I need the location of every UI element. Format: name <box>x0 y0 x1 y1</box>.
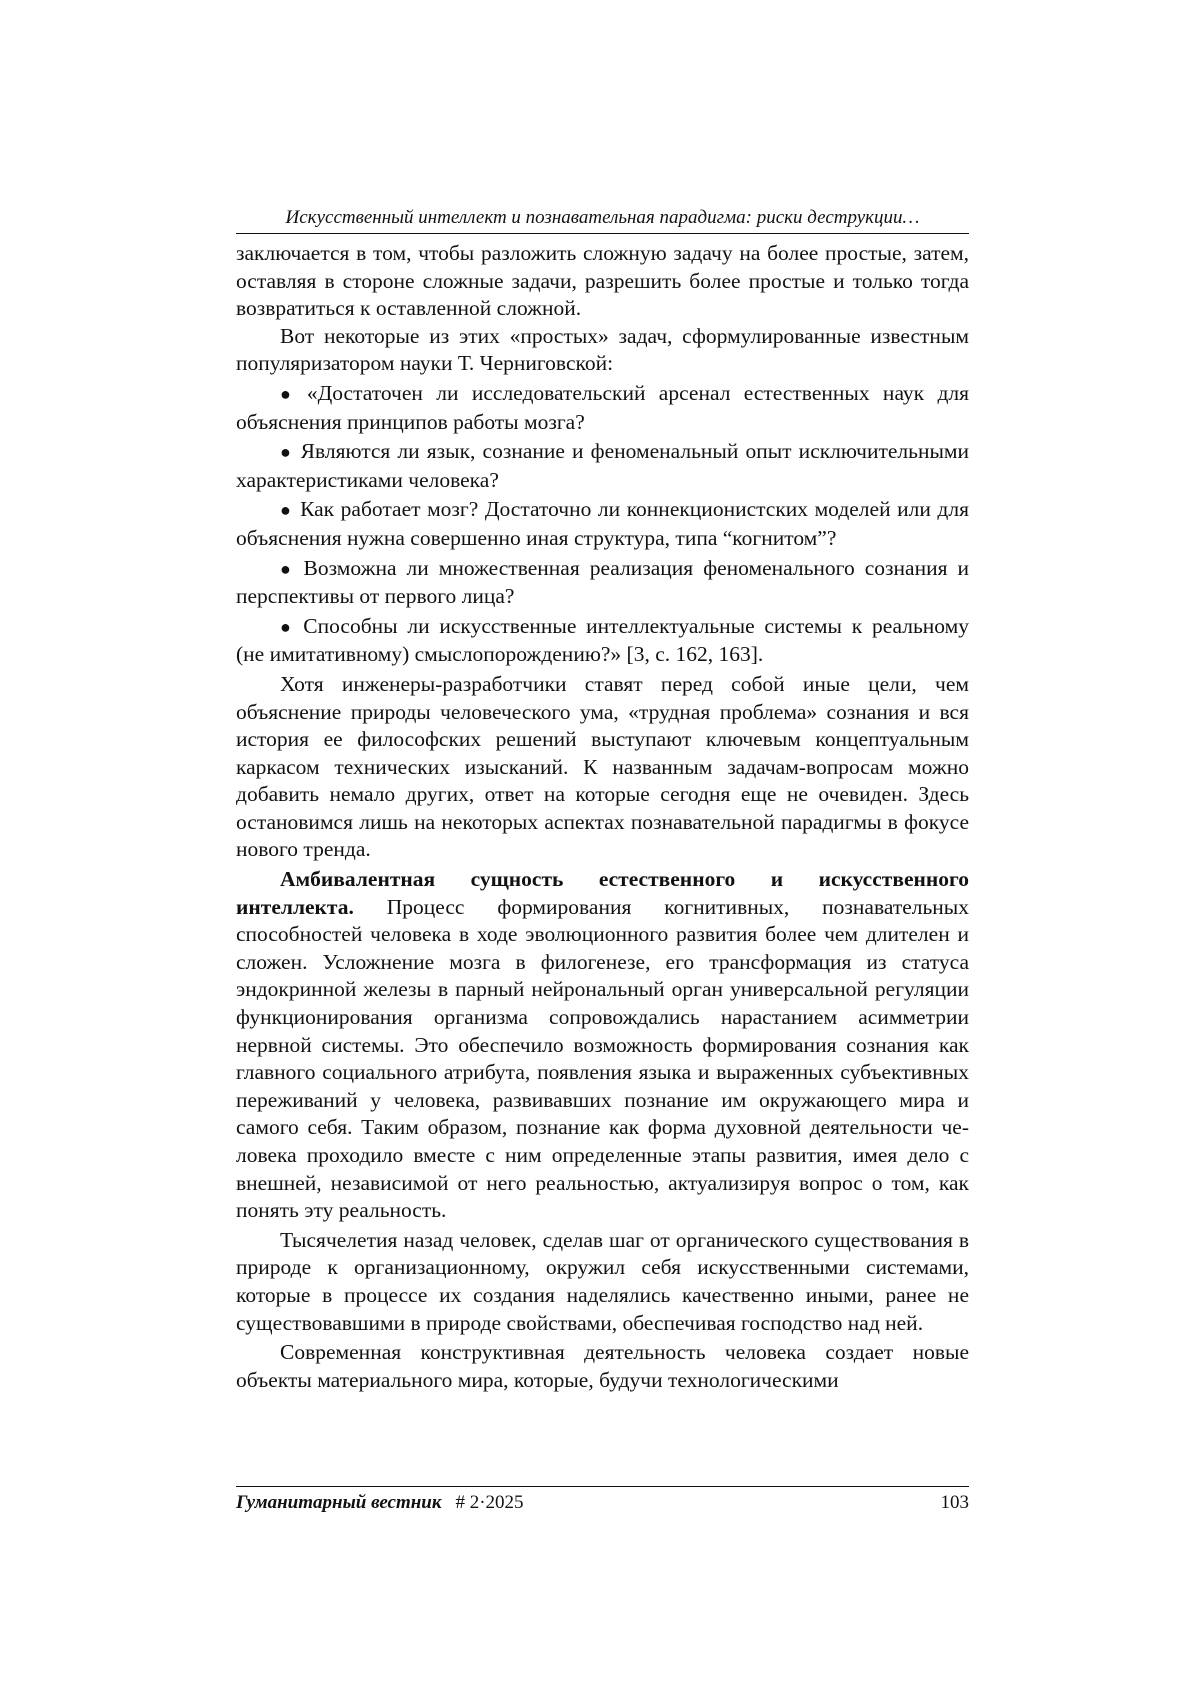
journal-title: Гуманитарный вестник <box>236 1492 442 1513</box>
article-body <box>236 240 969 1394</box>
bullet-text: Способны ли искусственные интеллектуальные системы к реальному (не имитативному) смыслопорождению?» [3, с. 162, 163]. <box>236 613 969 667</box>
bullet-item-1 <box>236 380 969 436</box>
paragraph-6: Современная конструктивная деятельность человека создает новые объекты материального мира, которые, будучи технологическими <box>236 1340 969 1392</box>
paragraph-3: Хотя инженеры-разработчики ставят перед собой иные цели, чем объяснение природы человеческого ума, «трудная проблема» сознания и вся история ее философских решений выступают ключевым концептуальным каркасом технических изысканий. К названным задачам-вопросам можно добавить немало других, ответ на которые сегодня еще не очевиден. Здесь остановимся лишь на некоторых аспектах познавательной парадигмы в фокусе нового тренда. <box>236 671 969 862</box>
paragraph-4-text: Процесс формирования когнитивных, познавательных способностей человека в ходе эволюционного развития более чем длителен и сложен. Усложнение мозга в филогенезе, его трансформация из статуса эндокринной железы в парный нейрональный орган универсальной регуляции функционирования организма сопровождались нарастанием асимметрии нервной системы. Это обеспечило возможность формирования сознания как главного социального атрибута, появления языка и выраженных субъективных переживаний у человека, развивавших познание им окружающего мира и самого себя. Таким образом, познание как форма духовной деятельности человека проходило вместе с ним определенные этапы развития, имея дело с внешней, независимой от него реальностью, актуализируя вопрос о том, как понять эту реальность. <box>236 894 969 1223</box>
paragraph-1: заключается в том, чтобы разложить сложную задачу на более простые, затем, оставляя в стороне сложные задачи, разрешить более простые и только тогда возвратиться к оставленной сложной. <box>236 241 969 321</box>
issue-number: # 2·2025 <box>455 1492 524 1513</box>
bullet-item-3 <box>236 496 969 552</box>
bullet-text: «Достаточен ли исследовательский арсенал естественных наук для объяснения принципов работы мозга? <box>236 380 970 434</box>
footer-left <box>236 1491 524 1515</box>
bullet-item-5 <box>236 613 969 669</box>
bullet-icon: ● <box>280 558 296 579</box>
page-footer <box>236 1486 969 1515</box>
bullet-icon: ● <box>280 500 293 521</box>
bullet-item-2 <box>236 438 969 494</box>
running-title: Искусственный интеллект и познавательная парадигма: риски деструкции… <box>236 206 969 234</box>
paragraph-2: Вот некоторые из этих «простых» задач, сформулированные известным популяризатором науки Т. Черниговской: <box>236 323 969 376</box>
page <box>236 206 969 1394</box>
section-heading: Амбивалентная сущность естественного и искусственного интеллекта. <box>236 867 969 919</box>
bullet-icon: ● <box>280 616 296 637</box>
bullet-icon: ● <box>280 383 299 404</box>
page-number: 103 <box>940 1492 969 1513</box>
bullet-item-4 <box>236 555 969 611</box>
bullet-text: Являются ли язык, сознание и феноменальный опыт исключительными характеристиками человека? <box>236 439 970 492</box>
paragraph-5: Тысячелетия назад человек, сделав шаг от органического существования в природе к организационному, окружил себя искусственными системами, которые в процессе их создания наделялись качественно иными, ранее не существовавшими в природе свойствами, обеспечивая господство над ней. <box>236 1227 969 1335</box>
bullet-icon: ● <box>280 442 293 463</box>
bullet-text: Как работает мозг? Достаточно ли коннекционистских моделей или для объяснения нужна совершенно иная структура, типа “когнитом”? <box>236 497 969 550</box>
bullet-text: Возможна ли множественная реализация феноменального сознания и перспективы от первого лица? <box>236 555 969 609</box>
paragraph-4 <box>236 866 969 1225</box>
